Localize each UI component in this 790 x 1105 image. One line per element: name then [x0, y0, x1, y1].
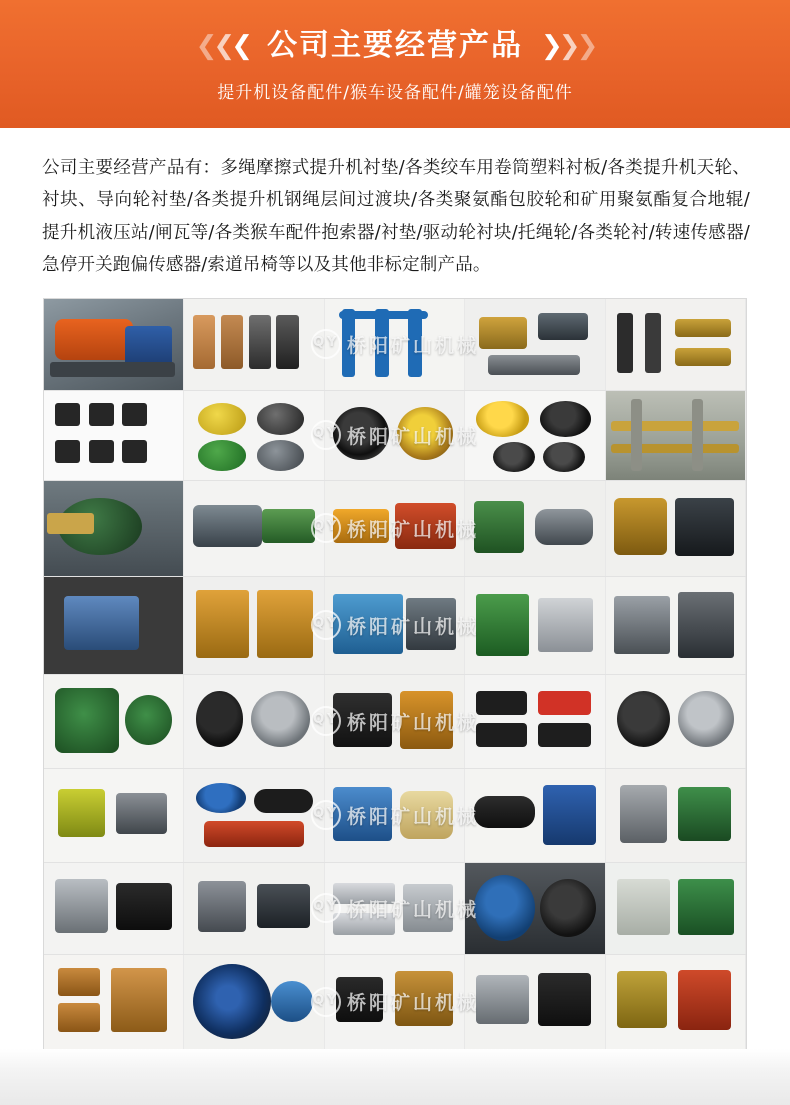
product-image[interactable] — [184, 955, 324, 1049]
product-image[interactable] — [44, 299, 184, 390]
watermark-logo-icon: QY — [311, 329, 341, 359]
product-image[interactable] — [465, 299, 605, 390]
product-image[interactable] — [606, 955, 746, 1049]
page-title: 公司主要经营产品 — [267, 28, 523, 63]
watermark-logo-icon: QY — [311, 800, 341, 830]
gallery-row — [44, 577, 746, 675]
banner-title-row — [196, 29, 595, 62]
watermark-text: 桥阳矿山机械 — [346, 805, 480, 828]
product-image[interactable] — [606, 391, 746, 480]
product-image[interactable] — [44, 675, 184, 768]
watermark-text: 桥阳矿山机械 — [346, 711, 480, 734]
product-image[interactable] — [325, 481, 465, 576]
product-image[interactable] — [606, 577, 746, 674]
product-image[interactable] — [44, 391, 184, 480]
product-image[interactable] — [184, 769, 324, 862]
product-image[interactable] — [184, 577, 324, 674]
watermark-text: 桥阳矿山机械 — [346, 615, 480, 638]
watermark-logo-icon: QY — [311, 513, 341, 543]
product-image[interactable] — [44, 481, 184, 576]
product-image[interactable] — [325, 955, 465, 1049]
product-image-gallery — [43, 298, 747, 1050]
watermark-text: 桥阳矿山机械 — [346, 898, 480, 921]
product-image[interactable] — [184, 863, 324, 954]
product-image[interactable] — [44, 863, 184, 954]
page-header-banner — [0, 0, 790, 128]
gallery-row — [44, 675, 746, 769]
product-image[interactable] — [465, 863, 605, 954]
product-image[interactable] — [465, 769, 605, 862]
gallery-row — [44, 391, 746, 481]
product-image[interactable] — [465, 481, 605, 576]
watermark-logo-icon: QY — [311, 420, 341, 450]
product-image[interactable] — [325, 391, 465, 480]
chevron-left-icon: ❮❮❮ — [195, 30, 249, 61]
product-image[interactable] — [465, 391, 605, 480]
page-subtitle: 提升机设备配件/猴车设备配件/罐笼设备配件 — [217, 83, 573, 103]
product-image[interactable] — [44, 955, 184, 1049]
product-image[interactable] — [184, 391, 324, 480]
product-image[interactable] — [465, 577, 605, 674]
gallery-row — [44, 863, 746, 955]
product-image[interactable] — [184, 299, 324, 390]
product-image[interactable] — [325, 863, 465, 954]
watermark-logo-icon: QY — [311, 987, 341, 1017]
footer-gradient-strip — [0, 1049, 790, 1105]
product-image[interactable] — [325, 299, 465, 390]
product-image[interactable] — [184, 481, 324, 576]
product-image[interactable] — [325, 577, 465, 674]
product-image[interactable] — [325, 769, 465, 862]
banner-content — [0, 0, 790, 128]
watermark-text: 桥阳矿山机械 — [346, 425, 480, 448]
watermark-text: 桥阳矿山机械 — [346, 334, 480, 357]
gallery-row — [44, 299, 746, 391]
watermark-text: 桥阳矿山机械 — [346, 518, 480, 541]
watermark-logo-icon: QY — [311, 610, 341, 640]
product-image[interactable] — [606, 299, 746, 390]
product-image[interactable] — [606, 769, 746, 862]
product-image[interactable] — [325, 675, 465, 768]
product-image[interactable] — [606, 863, 746, 954]
gallery-row — [44, 955, 746, 1049]
product-image[interactable] — [44, 769, 184, 862]
watermark-logo-icon: QY — [311, 893, 341, 923]
product-image[interactable] — [184, 675, 324, 768]
watermark-logo-icon: QY — [311, 706, 341, 736]
product-image[interactable] — [606, 675, 746, 768]
product-image[interactable] — [44, 577, 184, 674]
product-image[interactable] — [606, 481, 746, 576]
watermark-text: 桥阳矿山机械 — [346, 992, 480, 1014]
chevron-right-icon: ❯❯❯ — [541, 30, 595, 61]
gallery-row — [44, 481, 746, 577]
product-image[interactable] — [465, 675, 605, 768]
product-image[interactable] — [465, 955, 605, 1049]
gallery-row — [44, 769, 746, 863]
intro-paragraph: 公司主要经营产品有：多绳摩擦式提升机衬垫/各类绞车用卷筒塑料衬板/各类提升机天轮、衬块、导向轮衬垫/各类提升机钢绳层间过渡块/各类聚氨酯包胶轮和矿用聚氨酯复合地辊/提升机液压站/闸瓦等/各类猴车配件抱索器/衬垫/驱动轮衬块/托绳轮/各类轮衬/转速传感器/急停开关跑偏传感器/索道吊椅等以及其他非标定制产品。 — [42, 158, 750, 276]
